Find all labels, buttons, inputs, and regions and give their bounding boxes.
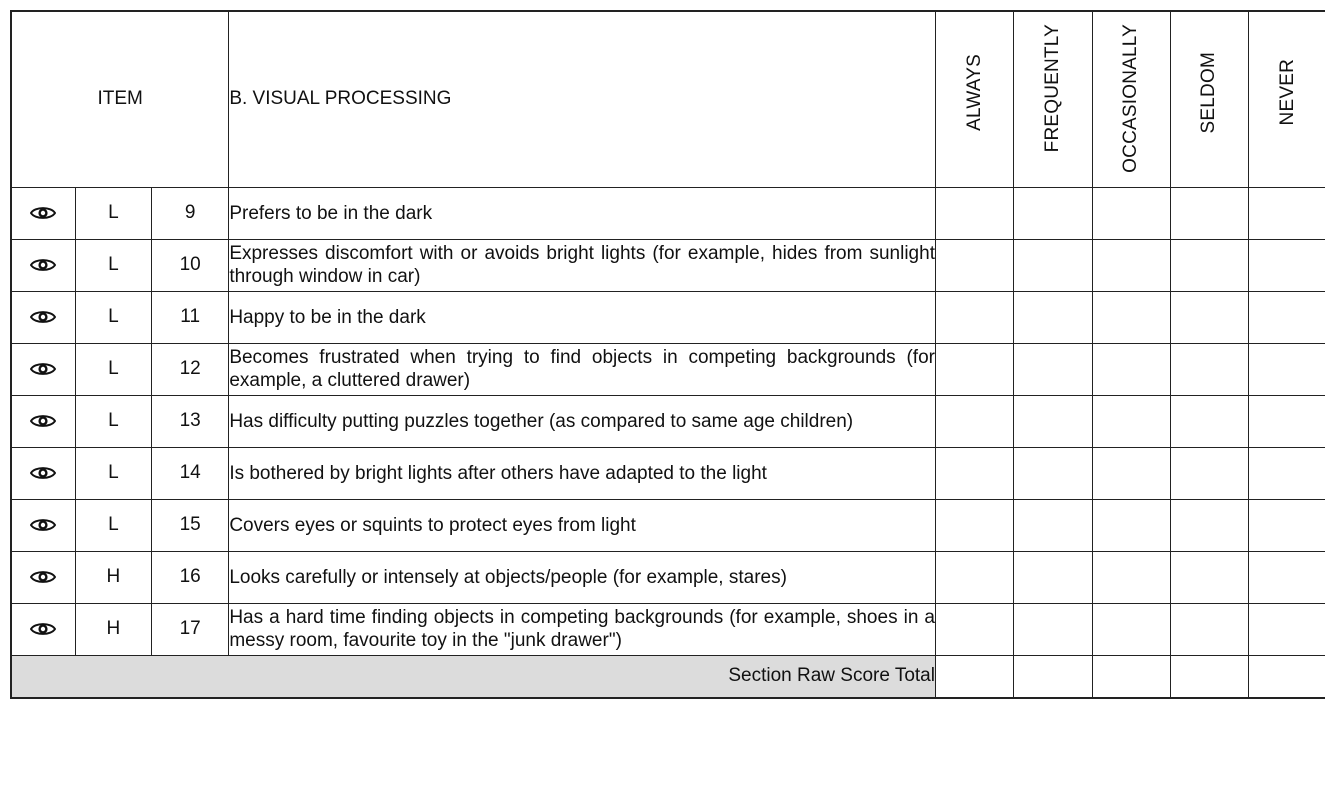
item-description-text: Prefers to be in the dark (229, 202, 433, 224)
never-score-cell[interactable] (1249, 603, 1325, 655)
item-number: 15 (152, 499, 229, 551)
always-label: ALWAYS (963, 53, 985, 131)
occasionally-column-header (1092, 11, 1170, 187)
item-level: L (75, 343, 151, 395)
seldom-score-cell[interactable] (1170, 291, 1248, 343)
seldom-score-cell[interactable] (1170, 603, 1248, 655)
always-column-header (935, 11, 1013, 187)
frequently-score-cell[interactable] (1014, 239, 1092, 291)
always-score-cell[interactable] (935, 551, 1013, 603)
item-level: L (75, 291, 151, 343)
item-description (229, 291, 936, 343)
seldom-score-cell[interactable] (1170, 343, 1248, 395)
never-score-cell[interactable] (1249, 291, 1325, 343)
eye-icon (30, 257, 56, 273)
item-icon-cell (11, 239, 75, 291)
frequently-score-cell[interactable] (1014, 187, 1092, 239)
occasionally-score-cell[interactable] (1092, 187, 1170, 239)
always-score-cell[interactable] (935, 187, 1013, 239)
always-score-cell[interactable] (935, 239, 1013, 291)
frequently-total-cell[interactable] (1014, 655, 1092, 698)
item-number: 17 (152, 603, 229, 655)
frequently-score-cell[interactable] (1014, 551, 1092, 603)
never-score-cell[interactable] (1249, 551, 1325, 603)
item-icon-cell (11, 603, 75, 655)
frequently-score-cell[interactable] (1014, 395, 1092, 447)
item-description-text: Covers eyes or squints to protect eyes from light (229, 514, 636, 536)
occasionally-score-cell[interactable] (1092, 447, 1170, 499)
item-number: 10 (152, 239, 229, 291)
item-level: H (75, 603, 151, 655)
seldom-score-cell[interactable] (1170, 187, 1248, 239)
item-description-text: Looks carefully or intensely at objects/people (for example, stares) (229, 566, 787, 588)
occasionally-score-cell[interactable] (1092, 551, 1170, 603)
table-row (11, 551, 1325, 603)
item-icon-cell (11, 499, 75, 551)
item-icon-cell (11, 187, 75, 239)
occasionally-score-cell[interactable] (1092, 343, 1170, 395)
frequently-score-cell[interactable] (1014, 603, 1092, 655)
always-score-cell[interactable] (935, 603, 1013, 655)
item-icon-cell (11, 447, 75, 499)
occasionally-score-cell[interactable] (1092, 603, 1170, 655)
item-description-text: Happy to be in the dark (229, 306, 426, 328)
item-icon-cell (11, 395, 75, 447)
header-row (11, 11, 1325, 187)
item-number: 16 (152, 551, 229, 603)
seldom-score-cell[interactable] (1170, 447, 1248, 499)
item-description-text: Becomes frustrated when trying to find objects in competing backgrounds (for example, a cluttered drawer) (229, 347, 935, 391)
frequently-column-header (1014, 11, 1092, 187)
eye-icon (30, 569, 56, 585)
item-description (229, 551, 936, 603)
occasionally-label: OCCASIONALLY (1120, 24, 1142, 173)
eye-icon (30, 621, 56, 637)
always-score-cell[interactable] (935, 343, 1013, 395)
always-score-cell[interactable] (935, 499, 1013, 551)
seldom-total-cell[interactable] (1170, 655, 1248, 698)
never-score-cell[interactable] (1249, 447, 1325, 499)
never-score-cell[interactable] (1249, 239, 1325, 291)
visual-processing-table (10, 10, 1325, 699)
never-column-header (1249, 11, 1325, 187)
never-score-cell[interactable] (1249, 187, 1325, 239)
seldom-score-cell[interactable] (1170, 239, 1248, 291)
item-number: 9 (152, 187, 229, 239)
table-row (11, 239, 1325, 291)
eye-icon (30, 205, 56, 221)
item-number: 12 (152, 343, 229, 395)
item-level: L (75, 499, 151, 551)
seldom-score-cell[interactable] (1170, 499, 1248, 551)
item-description (229, 239, 936, 291)
item-number: 11 (152, 291, 229, 343)
never-score-cell[interactable] (1249, 343, 1325, 395)
frequently-label: FREQUENTLY (1041, 24, 1063, 153)
frequently-score-cell[interactable] (1014, 291, 1092, 343)
footer-row (11, 655, 1325, 698)
item-level: L (75, 239, 151, 291)
table-row (11, 343, 1325, 395)
table-row (11, 447, 1325, 499)
occasionally-score-cell[interactable] (1092, 499, 1170, 551)
frequently-score-cell[interactable] (1014, 447, 1092, 499)
item-description (229, 343, 936, 395)
seldom-label: SELDOM (1198, 51, 1220, 133)
table-row (11, 291, 1325, 343)
occasionally-score-cell[interactable] (1092, 239, 1170, 291)
table-row (11, 395, 1325, 447)
item-icon-cell (11, 551, 75, 603)
table-row (11, 187, 1325, 239)
item-description (229, 603, 936, 655)
seldom-column-header (1170, 11, 1248, 187)
occasionally-score-cell[interactable] (1092, 291, 1170, 343)
item-level: L (75, 447, 151, 499)
never-label: NEVER (1276, 59, 1298, 126)
eye-icon (30, 517, 56, 533)
seldom-score-cell[interactable] (1170, 551, 1248, 603)
item-description (229, 187, 936, 239)
item-description (229, 499, 936, 551)
seldom-score-cell[interactable] (1170, 395, 1248, 447)
frequently-score-cell[interactable] (1014, 499, 1092, 551)
item-level: L (75, 395, 151, 447)
item-icon-cell (11, 291, 75, 343)
item-description-text: Expresses discomfort with or avoids bright lights (for example, hides from sunlight through window in car) (229, 243, 935, 287)
item-description (229, 395, 936, 447)
item-number: 14 (152, 447, 229, 499)
section-title: B. VISUAL PROCESSING (229, 11, 936, 187)
item-description-text: Has difficulty putting puzzles together (as compared to same age children) (229, 410, 854, 432)
item-level: L (75, 187, 151, 239)
item-level: H (75, 551, 151, 603)
item-description-text: Has a hard time finding objects in competing backgrounds (for example, shoes in a messy room, favourite toy in the "junk drawer") (229, 607, 935, 651)
never-total-cell[interactable] (1249, 655, 1325, 698)
never-score-cell[interactable] (1249, 395, 1325, 447)
item-icon-cell (11, 343, 75, 395)
section-raw-score-label: Section Raw Score Total (11, 655, 935, 698)
item-description (229, 447, 936, 499)
always-score-cell[interactable] (935, 447, 1013, 499)
table-row (11, 499, 1325, 551)
never-score-cell[interactable] (1249, 499, 1325, 551)
always-score-cell[interactable] (935, 395, 1013, 447)
eye-icon (30, 309, 56, 325)
frequently-score-cell[interactable] (1014, 343, 1092, 395)
eye-icon (30, 361, 56, 377)
eye-icon (30, 465, 56, 481)
item-header: ITEM (11, 11, 229, 187)
always-score-cell[interactable] (935, 291, 1013, 343)
occasionally-total-cell[interactable] (1092, 655, 1170, 698)
occasionally-score-cell[interactable] (1092, 395, 1170, 447)
eye-icon (30, 413, 56, 429)
item-description-text: Is bothered by bright lights after others have adapted to the light (229, 462, 767, 484)
table-row (11, 603, 1325, 655)
item-number: 13 (152, 395, 229, 447)
always-total-cell[interactable] (935, 655, 1013, 698)
